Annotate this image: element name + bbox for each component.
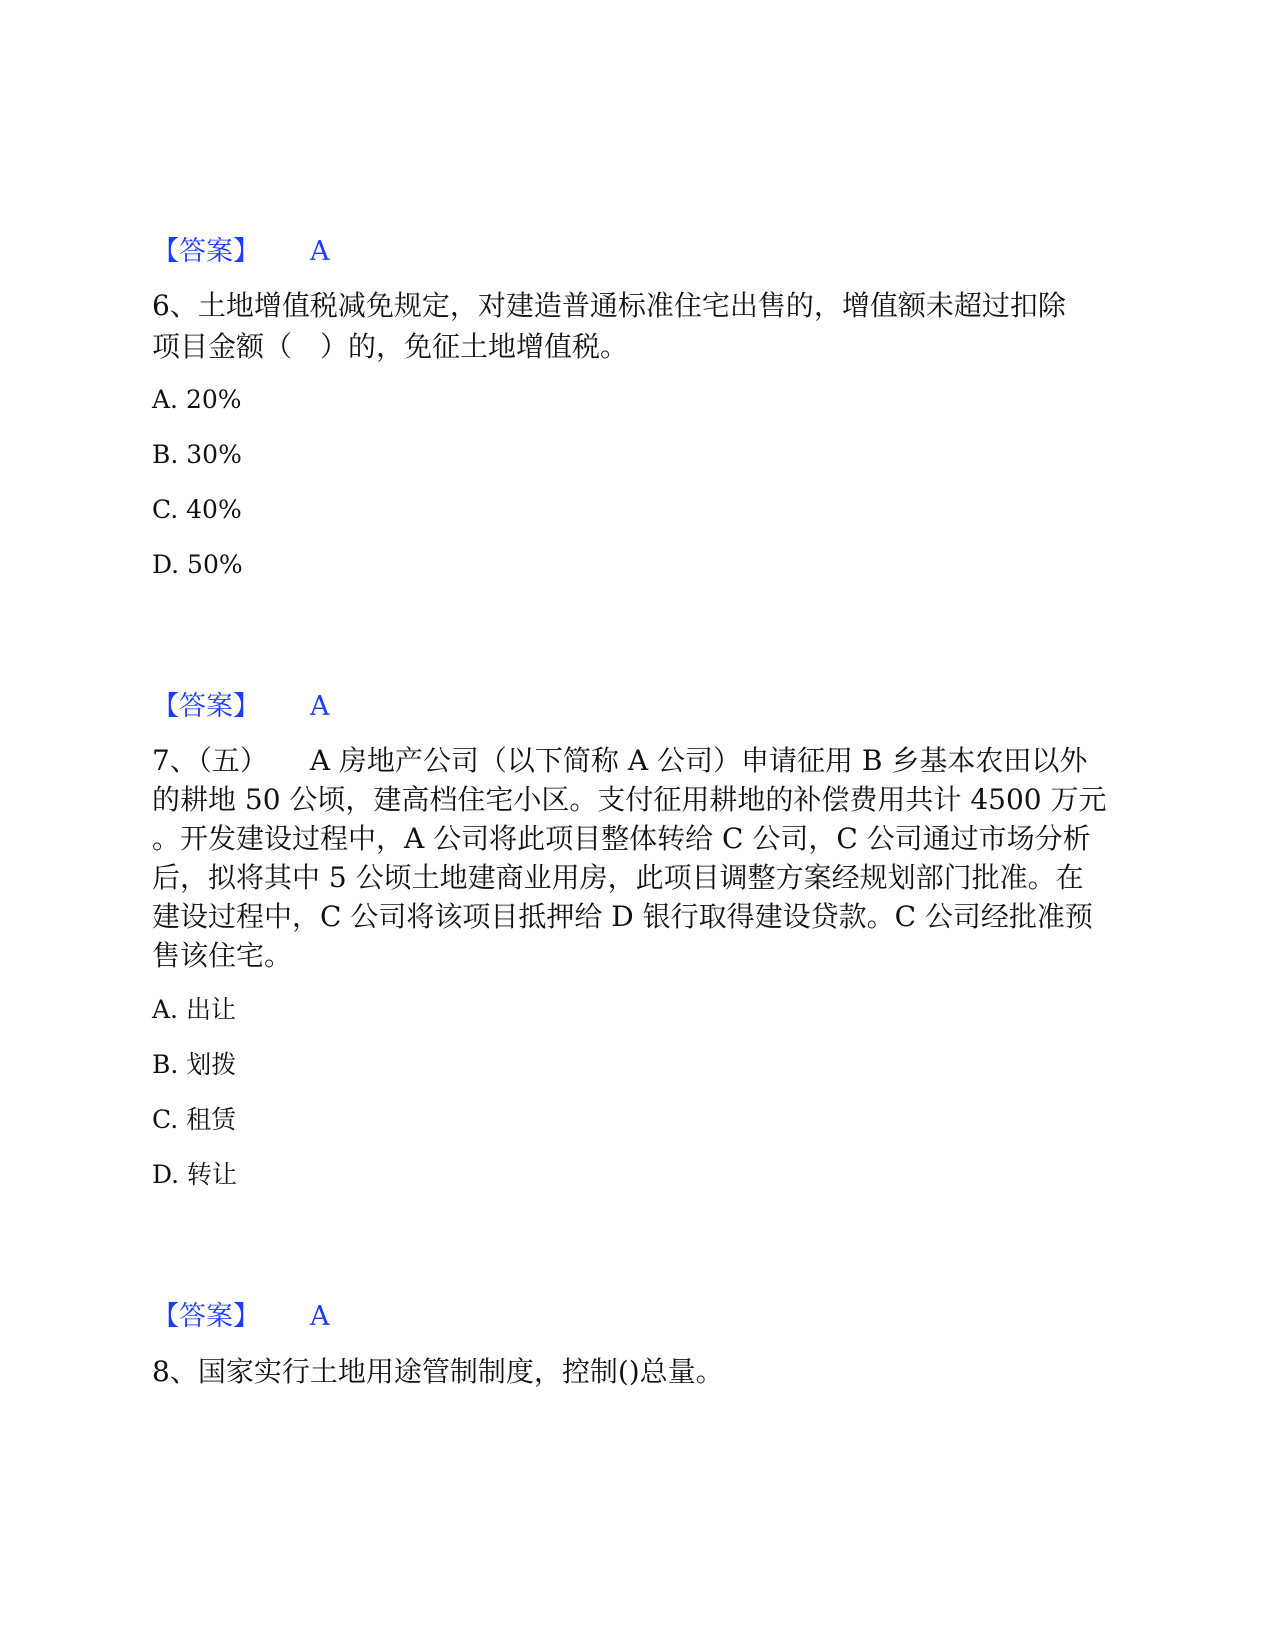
answer-line xyxy=(152,1298,330,1336)
option-b: B. 30% xyxy=(152,440,242,469)
question-line: 8、国家实行土地用途管制制度，控制()总量。 xyxy=(152,1355,724,1388)
option-a: A. 20% xyxy=(152,385,242,414)
answer-value: A xyxy=(310,691,330,722)
question-line: 售该住宅。 xyxy=(152,939,293,972)
option-b: B. 划拨 xyxy=(152,1050,237,1079)
question-line: 。开发建设过程中，A 公司将此项目整体转给 C 公司，C 公司通过市场分析 xyxy=(152,822,1091,855)
question-line: 6、土地增值税减免规定，对建造普通标准住宅出售的，增值额未超过扣除 xyxy=(152,289,1066,322)
answer-label: 【答案】 xyxy=(152,691,260,722)
question-line: 项目金额（ ）的，免征土地增值税。 xyxy=(152,330,629,363)
answer-label: 【答案】 xyxy=(152,1301,260,1332)
option-c: C. 40% xyxy=(152,495,242,524)
question-line: 7、（五） A 房地产公司（以下简称 A 公司）申请征用 B 乡基本农田以外 xyxy=(152,744,1088,777)
option-a: A. 出让 xyxy=(152,995,236,1024)
answer-value: A xyxy=(310,1301,330,1332)
option-d: D. 转让 xyxy=(152,1160,238,1189)
option-c: C. 租赁 xyxy=(152,1105,237,1134)
question-line: 建设过程中，C 公司将该项目抵押给 D 银行取得建设贷款。C 公司经批准预 xyxy=(152,900,1093,933)
option-d: D. 50% xyxy=(152,550,243,579)
answer-line xyxy=(152,688,330,726)
question-line: 的耕地 50 公顷，建高档住宅小区。支付征用耕地的补偿费用共计 4500 万元 xyxy=(152,783,1107,816)
answer-label: 【答案】 xyxy=(152,236,260,267)
answer-line xyxy=(152,233,330,271)
question-line: 后，拟将其中 5 公顷土地建商业用房，此项目调整方案经规划部门批准。在 xyxy=(152,861,1084,894)
answer-value: A xyxy=(310,236,330,267)
